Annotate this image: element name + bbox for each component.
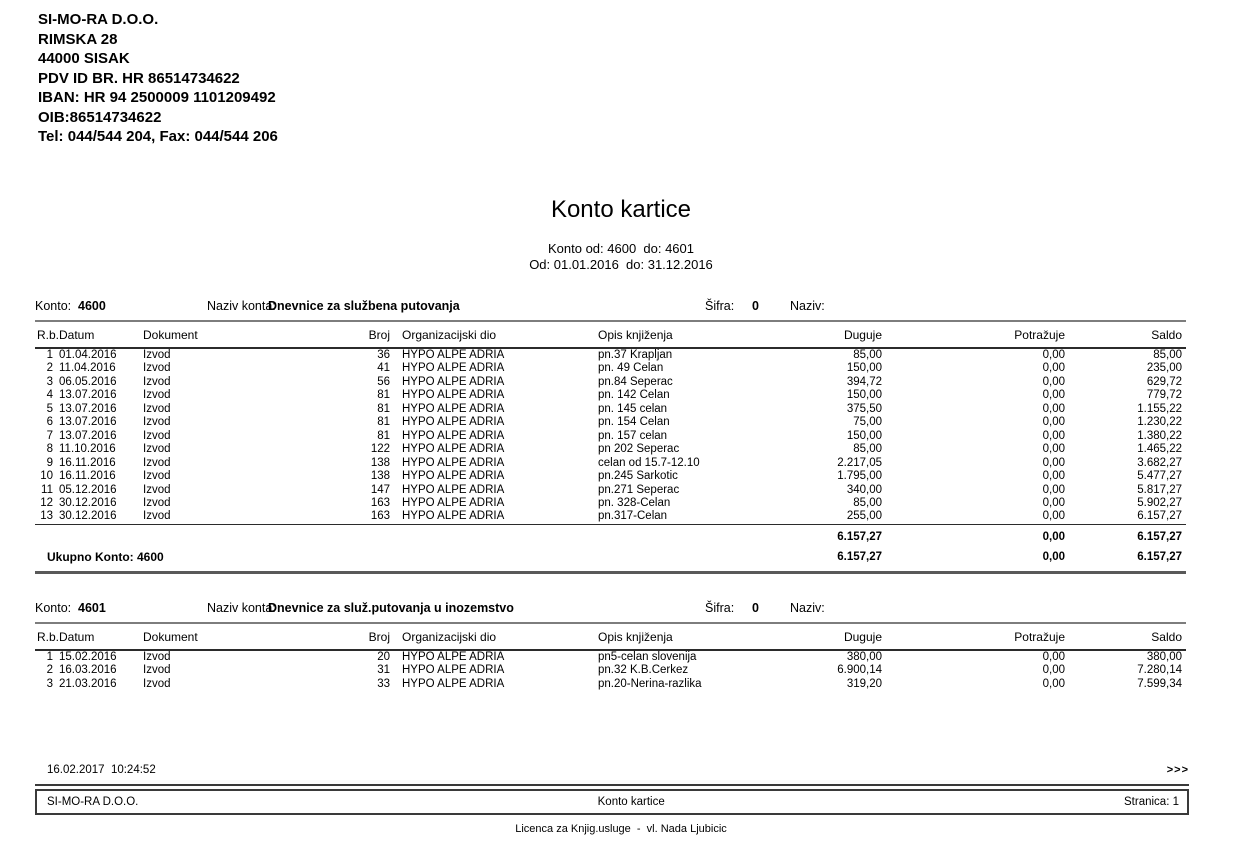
col-header-broj: Broj [368, 629, 390, 644]
table-row [35, 470, 1186, 483]
cell-rb: 1 [46, 651, 53, 663]
table-row [35, 497, 1186, 510]
cell-datum: 15.02.2016 [59, 651, 117, 663]
cell-potrazuje: 0,00 [1042, 429, 1065, 442]
cell-dokument: Izvod [143, 362, 171, 375]
cell-org: HYPO ALPE ADRIA [402, 429, 505, 442]
cell-dokument: Izvod [143, 483, 171, 496]
table-row [35, 678, 1186, 691]
col-header-org: Organizacijski dio [402, 629, 497, 644]
cell-dokument: Izvod [143, 496, 171, 509]
col-header-potrazuje: Potražuje [1014, 629, 1065, 644]
cell-broj: 138 [370, 456, 390, 469]
cell-org: HYPO ALPE ADRIA [402, 456, 505, 469]
cell-broj: 33 [377, 677, 390, 690]
footer-box [35, 789, 1189, 815]
continuation-marker: >>> [1166, 764, 1189, 776]
table-row [35, 376, 1186, 389]
cell-saldo: 380,00 [1146, 651, 1182, 663]
cell-datum: 16.11.2016 [59, 470, 116, 483]
cell-duguje: 394,72 [846, 375, 882, 388]
cell-broj: 81 [377, 389, 390, 402]
cell-potrazuje: 0,00 [1042, 416, 1065, 429]
table-row [35, 362, 1186, 375]
cell-dokument: Izvod [143, 349, 171, 361]
naziv-label: Naziv: [790, 299, 825, 313]
cell-rb: 2 [46, 362, 53, 375]
cell-duguje: 85,00 [853, 496, 882, 509]
cell-dokument: Izvod [143, 651, 171, 663]
cell-potrazuje: 0,00 [1042, 362, 1065, 375]
col-header-saldo: Saldo [1151, 629, 1182, 644]
cell-datum: 21.03.2016 [59, 677, 117, 690]
cell-potrazuje: 0,00 [1042, 483, 1065, 496]
table-row [35, 650, 1186, 664]
footer-divider [35, 784, 1189, 786]
cell-duguje: 150,00 [846, 362, 882, 375]
cell-duguje: 380,00 [846, 651, 882, 663]
konto-table-4600 [35, 320, 1186, 574]
cell-potrazuje: 0,00 [1042, 389, 1065, 402]
col-header-duguje: Duguje [843, 629, 882, 644]
print-timestamp: 16.02.2017 10:24:52 [47, 764, 156, 776]
cell-rb: 5 [46, 402, 53, 415]
total-row [35, 548, 1186, 572]
col-header-potrazuje: Potražuje [1014, 327, 1065, 342]
cell-saldo: 6.157,27 [1137, 510, 1182, 523]
cell-opis: pn.84 Šeperac [598, 375, 673, 388]
cell-duguje: 2.217,05 [837, 456, 882, 469]
cell-duguje: 150,00 [846, 389, 882, 402]
cell-org: HYPO ALPE ADRIA [402, 416, 505, 429]
date-range: Od: 01.01.2016 do: 31.12.2016 [529, 256, 713, 272]
company-street: RIMSKA 28 [38, 30, 118, 48]
cell-broj: 81 [377, 416, 390, 429]
account-info-row [35, 601, 1186, 618]
cell-dokument: Izvod [143, 429, 171, 442]
cell-broj: 41 [377, 362, 390, 375]
cell-datum: 13.07.2016 [59, 389, 117, 402]
cell-dokument: Izvod [143, 389, 171, 402]
report-subtitle [0, 241, 1242, 272]
cell-opis: pn.317-Celan [598, 510, 668, 523]
footer-report-name: Konto kartice [597, 796, 665, 808]
cell-saldo: 779,72 [1146, 389, 1182, 402]
cell-saldo: 5.817,27 [1137, 483, 1182, 496]
col-header-datum: Datum [59, 327, 95, 342]
cell-rb: 3 [46, 375, 53, 388]
cell-potrazuje: 0,00 [1042, 651, 1065, 663]
cell-potrazuje: 0,00 [1042, 470, 1065, 483]
cell-dokument: Izvod [143, 664, 171, 677]
company-header [38, 10, 278, 147]
footer-company: SI-MO-RA D.O.O. [47, 796, 139, 808]
col-header-dokument: Dokument [143, 327, 198, 342]
cell-duguje: 375,50 [846, 402, 882, 415]
table-row [35, 484, 1186, 497]
cell-broj: 20 [377, 651, 390, 663]
cell-datum: 11.10.2016 [59, 443, 116, 456]
cell-broj: 31 [377, 664, 390, 677]
company-iban: IBAN: HR 94 2500009 1101209492 [38, 89, 276, 106]
cell-broj: 36 [377, 349, 390, 361]
license-line: Licenca za Knjig.usluge - vl. Nada Ljubicic [515, 823, 727, 835]
col-header-broj: Broj [368, 327, 390, 342]
cell-potrazuje: 0,00 [1042, 402, 1065, 415]
account-info-row [35, 299, 1186, 316]
konto-value: 4601 [78, 601, 106, 615]
cell-rb: 11 [41, 483, 53, 496]
konto-table-4601 [35, 622, 1186, 691]
cell-rb: 7 [46, 429, 53, 442]
cell-datum: 30.12.2016 [59, 510, 117, 523]
cell-broj: 81 [377, 429, 390, 442]
col-header-rb: R.b. [37, 629, 60, 644]
subtotal-row [35, 524, 1186, 548]
table-row [35, 457, 1186, 470]
cell-datum: 06.05.2016 [59, 375, 117, 388]
column-header-row [35, 321, 1186, 348]
total-label: Ukupno Konto: 4600 [35, 548, 790, 572]
cell-datum: 11.04.2016 [59, 362, 116, 375]
cell-rb: 3 [46, 677, 53, 690]
cell-dokument: Izvod [143, 510, 171, 523]
cell-org: HYPO ALPE ADRIA [402, 664, 505, 677]
cell-datum: 30.12.2016 [59, 496, 117, 509]
cell-dokument: Izvod [143, 375, 171, 388]
cell-datum: 05.12.2016 [59, 483, 117, 496]
cell-duguje: 340,00 [846, 483, 882, 496]
cell-dokument: Izvod [143, 402, 171, 415]
cell-org: HYPO ALPE ADRIA [402, 483, 505, 496]
cell-duguje: 85,00 [853, 443, 882, 456]
subtotal-saldo: 6.157,27 [1071, 524, 1186, 548]
konto-label: Konto: [35, 299, 72, 313]
cell-rb: 4 [46, 389, 53, 402]
cell-opis: pn. 145 celan [598, 402, 668, 415]
table-row [35, 403, 1186, 416]
konto-value: 4600 [78, 299, 106, 313]
column-header-row [35, 623, 1186, 650]
cell-opis: pn5-celan slovenija [598, 651, 697, 663]
company-name: SI-MO-RA D.O.O. [38, 11, 159, 28]
cell-potrazuje: 0,00 [1042, 664, 1065, 677]
cell-opis: pn. 328-Celan [598, 496, 671, 509]
cell-duguje: 150,00 [846, 429, 882, 442]
cell-broj: 147 [370, 483, 390, 496]
cell-dokument: Izvod [143, 456, 171, 469]
cell-rb: 8 [46, 443, 53, 456]
cell-datum: 16.11.2016 [59, 456, 116, 469]
naziv-konta-label: Naziv konta: [207, 299, 276, 313]
cell-rb: 6 [46, 416, 53, 429]
table-row [35, 348, 1186, 362]
cell-saldo: 5.902,27 [1137, 496, 1182, 509]
cell-duguje: 319,20 [846, 677, 882, 690]
cell-saldo: 7.280,14 [1137, 664, 1182, 677]
page-title: Konto kartice [550, 196, 692, 223]
cell-saldo: 1.155,22 [1137, 402, 1182, 415]
konto-range: Konto od: 4600 do: 4601 [547, 241, 694, 256]
cell-potrazuje: 0,00 [1042, 375, 1065, 388]
cell-org: HYPO ALPE ADRIA [402, 402, 505, 415]
company-phone-fax: Tel: 044/544 204, Fax: 044/544 206 [38, 128, 278, 145]
cell-opis: pn.271 Šeperac [598, 483, 680, 496]
cell-org: HYPO ALPE ADRIA [402, 375, 505, 388]
cell-saldo: 3.682,27 [1137, 456, 1182, 469]
company-vat-id: PDV ID BR. HR 86514734622 [38, 69, 240, 87]
cell-datum: 16.03.2016 [59, 664, 117, 677]
total-potrazuje: 0,00 [886, 548, 1071, 572]
cell-org: HYPO ALPE ADRIA [402, 470, 505, 483]
cell-saldo: 5.477,27 [1137, 470, 1182, 483]
cell-broj: 122 [370, 443, 390, 456]
cell-org: HYPO ALPE ADRIA [402, 677, 505, 690]
cell-datum: 13.07.2016 [59, 402, 117, 415]
cell-opis: pn. 157 celan [598, 429, 668, 442]
cell-potrazuje: 0,00 [1042, 456, 1065, 469]
cell-opis: celan od 15.7-12.10 [598, 456, 700, 469]
cell-potrazuje: 0,00 [1042, 510, 1065, 523]
table-row [35, 664, 1186, 677]
cell-org: HYPO ALPE ADRIA [402, 510, 505, 523]
subtotal-duguje: 6.157,27 [790, 524, 886, 548]
cell-rb: 13 [40, 510, 53, 523]
cell-saldo: 7.599,34 [1137, 677, 1182, 690]
cell-datum: 01.04.2016 [59, 349, 117, 361]
cell-broj: 163 [370, 510, 390, 523]
total-saldo: 6.157,27 [1071, 548, 1186, 572]
cell-dokument: Izvod [143, 470, 171, 483]
cell-duguje: 1.795,00 [837, 470, 882, 483]
print-info-row [35, 764, 1189, 776]
col-header-datum: Datum [59, 629, 95, 644]
cell-saldo: 1.465,22 [1137, 443, 1182, 456]
col-header-opis: Opis knjiženja [598, 327, 673, 342]
company-city: 44000 SISAK [38, 50, 130, 67]
naziv-konta-value: Dnevnice za služ.putovanja u inozemstvo [268, 601, 514, 615]
cell-datum: 13.07.2016 [59, 429, 117, 442]
col-header-saldo: Saldo [1151, 327, 1182, 342]
sifra-value: 0 [752, 601, 759, 615]
cell-potrazuje: 0,00 [1042, 443, 1065, 456]
cell-opis: pn.20-Nerina-razlika [598, 677, 702, 690]
cell-org: HYPO ALPE ADRIA [402, 362, 505, 375]
cell-opis: pn.245 Sarkotic [598, 470, 678, 483]
cell-saldo: 1.230,22 [1137, 416, 1182, 429]
cell-saldo: 629,72 [1146, 375, 1182, 388]
cell-dokument: Izvod [143, 416, 171, 429]
cell-opis: pn. 154 Celan [598, 416, 670, 429]
cell-org: HYPO ALPE ADRIA [402, 651, 505, 663]
cell-org: HYPO ALPE ADRIA [402, 349, 505, 361]
cell-org: HYPO ALPE ADRIA [402, 496, 505, 509]
cell-broj: 163 [370, 496, 390, 509]
table-row [35, 510, 1186, 524]
account-section-4600 [35, 299, 1186, 574]
cell-broj: 138 [370, 470, 390, 483]
cell-rb: 2 [46, 664, 53, 677]
cell-duguje: 255,00 [846, 510, 882, 523]
cell-org: HYPO ALPE ADRIA [402, 443, 505, 456]
naziv-konta-value: Dnevnice za službena putovanja [268, 299, 460, 313]
cell-opis: pn. 49 Celan [598, 362, 664, 375]
cell-broj: 81 [377, 402, 390, 415]
col-header-rb: R.b. [37, 327, 60, 342]
cell-rb: 1 [46, 349, 53, 361]
cell-dokument: Izvod [143, 443, 171, 456]
account-section-4601 [35, 601, 1186, 691]
naziv-label: Naziv: [790, 601, 825, 615]
cell-datum: 13.07.2016 [59, 416, 117, 429]
cell-saldo: 1.380,22 [1137, 429, 1182, 442]
cell-broj: 56 [377, 375, 390, 388]
cell-rb: 12 [40, 496, 53, 509]
cell-saldo: 235,00 [1146, 362, 1182, 375]
col-header-opis: Opis knjiženja [598, 629, 673, 644]
sifra-value: 0 [752, 299, 759, 313]
total-duguje: 6.157,27 [790, 548, 886, 572]
cell-opis: pn. 142 Celan [598, 389, 670, 402]
cell-opis: pn.37 Krapljan [598, 349, 673, 361]
table-row [35, 443, 1186, 456]
sifra-label: Šifra: [705, 601, 735, 615]
cell-dokument: Izvod [143, 677, 171, 690]
cell-rb: 10 [40, 470, 53, 483]
col-header-dokument: Dokument [143, 629, 198, 644]
konto-label: Konto: [35, 601, 72, 615]
cell-duguje: 85,00 [853, 349, 882, 361]
footer-page-number: Stranica: 1 [1124, 796, 1179, 808]
sifra-label: Šifra: [705, 299, 735, 313]
cell-org: HYPO ALPE ADRIA [402, 389, 505, 402]
col-header-org: Organizacijski dio [402, 327, 497, 342]
cell-duguje: 6.900,14 [837, 664, 882, 677]
cell-rb: 9 [46, 456, 53, 469]
table-row [35, 389, 1186, 402]
cell-opis: pn.32 K.B.Cerkez [598, 664, 689, 677]
cell-potrazuje: 0,00 [1042, 349, 1065, 361]
naziv-konta-label: Naziv konta: [207, 601, 276, 615]
subtotal-potrazuje: 0,00 [886, 524, 1071, 548]
cell-potrazuje: 0,00 [1042, 677, 1065, 690]
col-header-duguje: Duguje [843, 327, 882, 342]
cell-duguje: 75,00 [853, 416, 882, 429]
company-oib: OIB:86514734622 [38, 108, 162, 126]
table-row [35, 430, 1186, 443]
cell-opis: pn 202 Šeperac [598, 443, 680, 456]
cell-saldo: 85,00 [1153, 349, 1182, 361]
cell-potrazuje: 0,00 [1042, 496, 1065, 509]
table-row [35, 416, 1186, 429]
